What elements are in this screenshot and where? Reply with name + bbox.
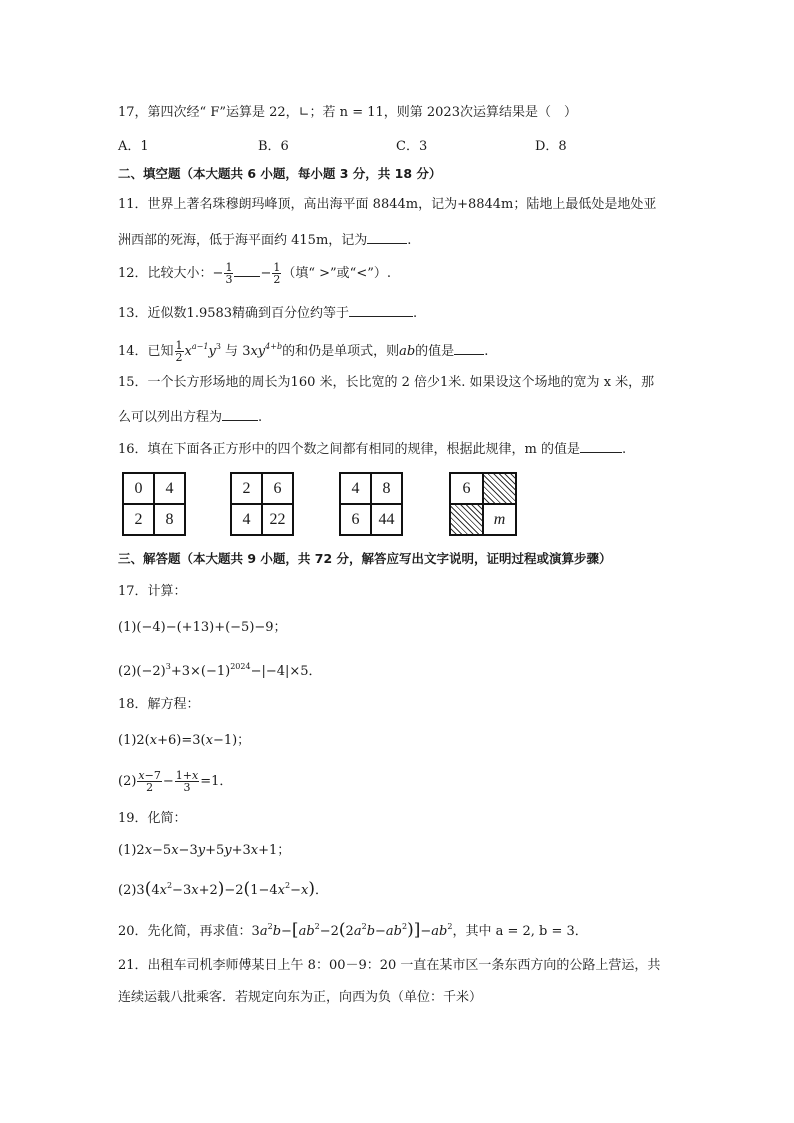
question-19-part1: (1)2x−5x−3y+5y+3x+1； [118, 843, 291, 858]
number-square-2 [230, 472, 294, 536]
unknown-cell-m: m [483, 504, 516, 535]
option-d: D．8 [535, 139, 567, 154]
question-14: 14．已知 $\frac{1}{2}$ $x^{a-1}y^3$ 与 $3xy^{4+b}$的和仍是单项式，则ab的值是 . [118, 339, 489, 364]
square-cell: 8 [371, 473, 402, 504]
section-2-heading: 二、填空题（本大题共 6 小题，每小题 3 分，共 18 分） [118, 166, 442, 181]
square-cell: 44 [371, 504, 402, 535]
option-b: B．6 [258, 139, 289, 154]
answer-blank [222, 406, 258, 421]
question-15-line1: 15．一个长方形场地的周长为160 米，长比宽的 2 倍少1米. 如果设这个场地的宽为 x 米，那 [118, 375, 655, 390]
question-19-part2: $(2)3(4x^2-3x+2)-2(1-4x^2-x)$． [118, 879, 328, 899]
square-cell: 6 [262, 473, 293, 504]
fraction-one-half: $\frac{1}{2}$ [273, 261, 281, 286]
question-17-title: 17．计算： [118, 584, 187, 599]
question-17-top: 17，第四次经“ F”运算是 22，∟；若 n = 11，则第 2023次运算结果是（ ） [118, 105, 577, 120]
question-16: 16．填在下面各正方形中的四个数之间都有相同的规律，根据此规律，m 的值是 . [118, 438, 626, 459]
question-19-title: 19．化简： [118, 811, 187, 826]
answer-blank [454, 340, 484, 355]
fraction-x-minus-7-over-2: $\frac{x-7}{2}$ [138, 769, 161, 794]
square-cell: 0 [123, 473, 154, 504]
question-21-line2: 连续运载八批乘客．若规定向东为正，向西为负（单位：千米） [118, 990, 483, 1005]
square-cell: 8 [154, 504, 185, 535]
square-cell: 4 [231, 504, 262, 535]
number-square-1 [122, 472, 186, 536]
option-a: A．1 [118, 139, 149, 154]
fraction-one-third: $\frac{1}{3}$ [225, 261, 233, 286]
question-18-part2: (2) $\frac{x-7}{2}$ − $\frac{1+x}{3}$ =1． [118, 769, 233, 794]
question-11-line2: 洲西部的死海，低于海平面约 415m，记为 . [118, 229, 411, 250]
fraction-one-half: $\frac{1}{2}$ [175, 339, 183, 364]
question-20: 20．先化简，再求值：$3a^2b-[ab^2-2(2a^2b-ab^2)]-ab^2$，其中 a = 2, b = 3． [118, 920, 588, 940]
answer-blank [580, 438, 622, 453]
square-cell: 6 [450, 473, 483, 504]
question-17-part1: (1)(−4)−(+13)+(−5)−9； [118, 620, 287, 635]
question-18-part1: (1)2(x+6)=3(x−1)； [118, 733, 251, 748]
hatched-cell [483, 473, 516, 504]
square-cell: 4 [154, 473, 185, 504]
question-11-line1: 11．世界上著名珠穆朗玛峰顶，高出海平面 8844m，记为+8844m；陆地上最低处是地处亚 [118, 197, 657, 212]
square-cell: 2 [123, 504, 154, 535]
number-square-4 [449, 472, 517, 536]
fraction-1-plus-x-over-3: $\frac{1+x}{3}$ [175, 769, 199, 794]
answer-blank [367, 229, 407, 244]
question-17-part2: $(2)(-2)^3+3\times(-1)^{2024}-|-4|\times 5$． [118, 662, 322, 679]
answer-blank [234, 262, 260, 277]
question-12: 12．比较大小：− $\frac{1}{3}$ − $\frac{1}{2}$ （填“ >”或“<”）. [118, 261, 391, 286]
answer-blank [349, 302, 413, 317]
question-18-title: 18．解方程： [118, 697, 200, 712]
hatched-cell [450, 504, 483, 535]
section-3-heading: 三、解答题（本大题共 9 小题，共 72 分，解答应写出文字说明，证明过程或演算步骤） [118, 551, 612, 566]
question-15-line2: 么可以列出方程为 . [118, 406, 262, 427]
question-21-line1: 21．出租车司机李师傅某日上午 8：00－9：20 一直在某市区一条东西方向的公路上营运，共 [118, 958, 661, 973]
square-cell: 6 [340, 504, 371, 535]
square-cell: 22 [262, 504, 293, 535]
number-square-3 [339, 472, 403, 536]
question-13: 13．近似数1.9583精确到百分位约等于 . [118, 302, 417, 323]
square-cell: 4 [340, 473, 371, 504]
option-c: C．3 [396, 139, 428, 154]
square-cell: 2 [231, 473, 262, 504]
